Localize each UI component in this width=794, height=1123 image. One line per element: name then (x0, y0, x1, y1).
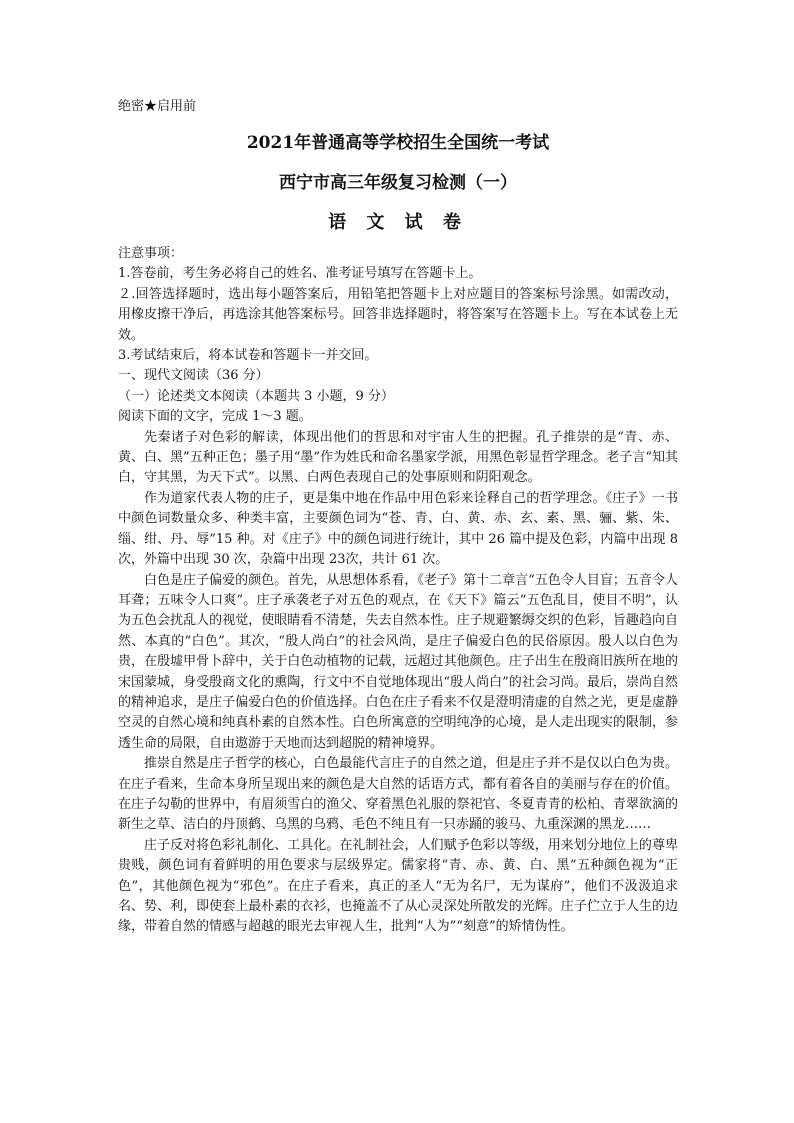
confidential-label: 绝密★启用前 (118, 99, 197, 114)
passage-paragraph-3: 白色是庄子偏爱的颜色。首先，从思想体系看，《老子》第十二章言“五色令人目盲；五音令人耳聋；五味令人口爽”。庄子承袭老子对五色的观点，在《天下》篇云“五色乱目，使目不明”，认为五色会扰乱人的视觉，使眼睛看不清楚，失去自然本性。庄子规避繁缛交织的色彩，旨趣趋向自然、本真的“白色”。其次，“殷人尚白”的社会风尚，是庄子偏爱白色的民俗原因。殷人以白色为贵，在殷墟甲骨卜辞中，关于白色动植物的记载，远超过其他颜色。庄子出生在殷商旧族所在地的宋国蒙城，身受殷商文化的熏陶，行文中不自觉地体现出“殷人尚白”的社会习尚。最后，崇尚自然的精神追求，是庄子偏爱白色的价值选择。白色在庄子看来不仅是澄明清虚的自然之光，更是虚静空灵的自然心境和纯真朴素的自然本性。白色所寓意的空明纯净的心境，是人走出现实的限制，参透生命的局限，自由遨游于天地而达到超脱的精神境界。 (118, 572, 678, 751)
reading-instruction: 阅读下面的文字，完成 1～3 题。 (118, 409, 312, 425)
exam-subtitle: 西宁市高三年级复习检测（一） (279, 173, 517, 193)
paper-title: 语 文 试 卷 (328, 212, 468, 233)
passage-paragraph-5: 庄子反对将色彩礼制化、工具化。在礼制社会，人们赋予色彩以等级，用来划分地位上的尊卑贵贱，颜色词有着鲜明的用色要求与层级界定。儒家将“青、赤、黄、白、黑”五种颜色视为“正色”，其他颜色视为“邪色”。在庄子看来，真正的圣人“无为名尸，无为谋府”，他们不汲汲追求名、势、利，即使套上最朴素的衣衫，也掩盖不了从心灵深处所散发的光辉。庄子伫立于人生的边缘，带着自然的情感与超越的眼光去审视人生，批判“人为”“刻意”的矫情伪性。 (118, 837, 678, 935)
passage-paragraph-1: 先秦诸子对色彩的解读，体现出他们的哲思和对宇宙人生的把握。孔子推崇的是“青、赤、黄、白、黑”五种正色；墨子用“墨”作为姓氏和命名墨家学派，用黑色彰显哲学理念。老子言“知其白，守其黑，为天下式”。以黑、白两色表现自己的处事原则和阴阳观念。 (118, 429, 678, 486)
exam-title: 2021年普通高等学校招生全国统一考试 (246, 133, 550, 153)
note-item-1: 1.答卷前，考生务必将自己的姓名、准考证号填写在答题卡上。 (118, 266, 482, 282)
exam-page (118, 98, 678, 938)
note-item-2: ２.回答选择题时，选出每小题答案后，用铅笔把答题卡上对应题目的答案标号涂黑。如需改动，用橡皮擦干净后，再选涂其他答案标号。回答非选择题时，将答案写在答题卡上。写在本试卷上无效。 (118, 286, 678, 343)
subsection-heading: （一）论述类文本阅读（本题共 3 小题，9 分） (118, 388, 394, 404)
note-item-3: 3.考试结束后，将本试卷和答题卡一并交回。 (118, 348, 378, 364)
exam-body (118, 244, 678, 938)
passage-paragraph-2: 作为道家代表人物的庄子，更是集中地在作品中用色彩来诠释自己的哲学理念。《庄子》一书中颜色词数量众多、种类丰富，主要颜色词为“苍、青、白、黄、赤、玄、素、黑、骊、紫、朱、缁、绀、丹、辱”15 种。对《庄子》中的颜色词进行统计，其中 26 篇中提及色彩，内篇中出现 8次，外篇中出现 30 次，杂篇中出现 23次，共计 61 次。 (118, 490, 678, 568)
passage-paragraph-4: 推崇自然是庄子哲学的核心，白色最能代言庄子的自然之道，但是庄子并不是仅以白色为贵。在庄子看来，生命本身所呈现出来的颜色是大自然的话语方式，都有着各自的美丽与存在的价值。在庄子勾勒的世界中，有眉须雪白的渔父、穿着黑色礼服的祭祀官、冬夏青青的松柏、青翠欲滴的新生之草、洁白的丹顶鹤、乌黑的乌鸦、毛色不纯且有一只赤踊的骏马、九重深渊的黑龙…… (118, 756, 678, 833)
notes-heading: 注意事项： (118, 246, 184, 261)
section-heading: 一、现代文阅读（36 分） (118, 368, 269, 384)
